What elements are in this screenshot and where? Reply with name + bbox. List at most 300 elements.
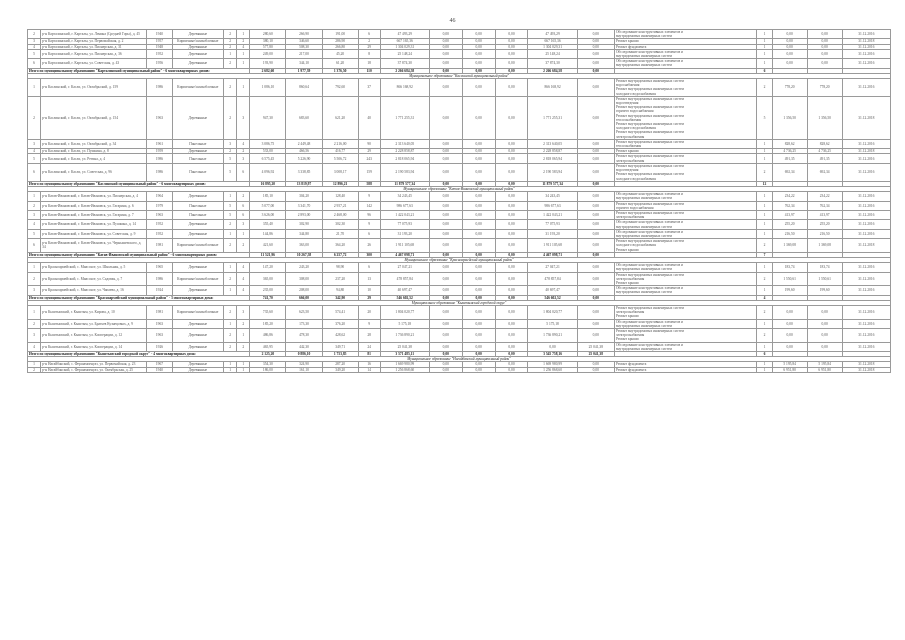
fund-1: 0,00 <box>429 319 462 328</box>
wall-material: Деревянные <box>172 263 223 272</box>
work-type-line: Ремонт внутридомовых инженерных систем <box>615 130 684 135</box>
fund-3: 0,00 <box>495 30 528 39</box>
work-type-line: Обследование конструктивных элементов и <box>615 286 683 291</box>
area-premises: 2 893,00 <box>286 210 322 219</box>
residents: 16 <box>358 362 380 367</box>
residents: 6 <box>358 263 380 272</box>
unit-cost-1: 0,00 <box>772 49 807 58</box>
total-area: 735,60 <box>250 305 286 319</box>
area-residential: 21,70 <box>322 229 358 238</box>
row-number: 2 <box>28 30 41 39</box>
building-address: р-н Каслинский, г. Касли, ул. Ретина, д. 4 <box>41 154 147 163</box>
floors: 1 <box>224 229 237 238</box>
row-number: 1 <box>28 362 41 367</box>
completion-date: 31.12.2018 <box>842 362 890 367</box>
area-premises: 5 226,90 <box>286 154 322 163</box>
residents: 37 <box>358 79 380 97</box>
floors: 1 <box>224 362 237 367</box>
work-type-line: внутридомовых инженерных систем <box>615 267 672 272</box>
entrances: 3 <box>237 305 250 319</box>
section-title: Муниципальное образование "Катав-Ивановский муниципальный район" <box>28 186 891 191</box>
entrances: 3 <box>237 154 250 163</box>
fund-4: 25 148,24 <box>528 49 577 58</box>
work-types <box>614 192 756 201</box>
year-built: 1986 <box>147 272 172 286</box>
table-row <box>28 154 891 163</box>
building-address: р-н Кыштымский, г. Кыштым, ул. Братьев Кузнецовых, д. 9 <box>41 319 147 328</box>
total-area-residential: 1 376,50 <box>322 68 358 73</box>
entrances: 1 <box>237 229 250 238</box>
area-residential: 266,80 <box>322 44 358 49</box>
work-types <box>614 210 756 219</box>
total-area-residential: 1 753,85 <box>322 352 358 357</box>
table-row <box>28 305 891 319</box>
work-type-line: внутридомовых инженерных систем <box>615 233 672 238</box>
area-residential: 286,90 <box>322 39 358 44</box>
fund-5: 0,00 <box>577 319 614 328</box>
year-built: 1963 <box>147 210 172 219</box>
entrances: 2 <box>237 239 250 253</box>
repair-cost: 1 422 043,21 <box>380 210 429 219</box>
fund-5: 0,00 <box>577 44 614 49</box>
area-residential: 349,20 <box>322 367 358 372</box>
work-count: 1 <box>757 149 772 154</box>
work-type-line: горячего водоснабжения <box>615 109 654 114</box>
year-built: 1981 <box>147 305 172 319</box>
year-built: 1981 <box>147 239 172 253</box>
fund-5: 0,00 <box>577 201 614 210</box>
unit-cost-2: 778,20 <box>807 79 842 97</box>
work-count: 1 <box>757 30 772 39</box>
fund-4: 1 669 980,99 <box>528 362 577 367</box>
residents: 9 <box>358 319 380 328</box>
work-types <box>614 201 756 210</box>
total-fund-3: 0,00 <box>495 252 528 257</box>
subtotal-label: Итого по муниципальному образованию "Каслинский муниципальный район" - 6 многоквартирных домов: <box>28 181 250 186</box>
row-number: 4 <box>28 149 41 154</box>
residents: 40 <box>358 96 380 139</box>
building-address: р-н Катав-Ивановский, г. Катав-Ивановск, ул. Гагарина, д. 7 <box>41 210 147 219</box>
fund-3: 0,00 <box>495 263 528 272</box>
fund-5: 0,00 <box>577 229 614 238</box>
work-count: 2 <box>757 305 772 319</box>
work-type-line: холодного водоснабжения <box>615 176 656 181</box>
repair-cost: 2 313 640,05 <box>380 139 429 148</box>
row-number: 4 <box>28 44 41 49</box>
table-row <box>28 329 891 343</box>
entrances: 4 <box>237 272 250 286</box>
area-premises: 2 449,48 <box>286 139 322 148</box>
total-fund-1: 0,00 <box>429 352 462 357</box>
year-built: 1961 <box>147 139 172 148</box>
entrances: 2 <box>237 342 250 351</box>
building-address: р-н Нагайбакский, с. Фершампенуаз, ул. Первомайская, д. 23 <box>41 362 147 367</box>
fund-2: 0,00 <box>462 30 495 39</box>
fund-3: 0,00 <box>495 305 528 319</box>
work-type-line: холодного водоснабжения <box>615 126 656 131</box>
unit-cost-1: 1 356,50 <box>772 96 807 139</box>
total-area-premises: 0 886,10 <box>286 352 322 357</box>
work-count: 1 <box>757 362 772 367</box>
work-type-line: Ремонт внутридомовых инженерных систем <box>615 305 684 310</box>
unit-cost-2: 0,00 <box>807 305 842 319</box>
unit-cost-1: 413,97 <box>772 210 807 219</box>
unit-cost-2: 828,62 <box>807 139 842 148</box>
fund-5: 0,00 <box>577 149 614 154</box>
total-fund-5: 0,00 <box>577 252 614 257</box>
total-fund-1: 0,00 <box>429 252 462 257</box>
year-built: 1926 <box>147 342 172 351</box>
repair-cost: 2 818 065,94 <box>380 154 429 163</box>
repair-cost: 667 165,36 <box>380 39 429 44</box>
fund-3: 0,00 <box>495 329 528 343</box>
area-premises: 344,80 <box>286 229 322 238</box>
unit-cost-1: 4 736,25 <box>772 149 807 154</box>
total-area: 947,30 <box>250 96 286 139</box>
total-area: 355,40 <box>250 220 286 229</box>
fund-3: 0,00 <box>495 272 528 286</box>
work-type-line: Обследование конструктивных элементов и <box>615 263 683 268</box>
repair-cost: 1 736 890,21 <box>380 329 429 343</box>
subtotal-label: Итого по муниципальному образованию "Катав-Ивановский муниципальный район" - 6 многоквартирных домов: <box>28 252 250 257</box>
fund-1: 0,00 <box>429 362 462 367</box>
fund-5: 25 041,38 <box>577 342 614 351</box>
section-title: Муниципальное образование "Нагайбакский муниципальный район" <box>28 357 891 362</box>
section-title: Муниципальное образование "Каслинский муниципальный район" <box>28 73 891 78</box>
unit-cost-1: 6 951,80 <box>772 367 807 372</box>
area-residential: 364,20 <box>322 239 358 253</box>
residents: 9 <box>358 192 380 201</box>
residents: 8 <box>358 49 380 58</box>
fund-1: 0,00 <box>429 192 462 201</box>
total-area: 235,00 <box>250 286 286 295</box>
fund-1: 0,00 <box>429 59 462 68</box>
building-address: р-н Катав-Ивановский, г. Катав-Ивановск, ул. Советская, д. 9 <box>41 229 147 238</box>
table-row <box>28 342 891 351</box>
total-area: 185,20 <box>250 319 286 328</box>
total-fund-5: 0,00 <box>577 68 614 73</box>
fund-1: 0,00 <box>429 154 462 163</box>
work-count: 1 <box>757 229 772 238</box>
work-type-line: Обследование конструктивных элементов и <box>615 192 683 197</box>
work-type-line: теплоснабжения <box>615 117 642 122</box>
fund-1: 0,00 <box>429 79 462 97</box>
fund-5: 0,00 <box>577 220 614 229</box>
fund-4: 77 075,93 <box>528 220 577 229</box>
total-fund-2: 0,00 <box>462 295 495 300</box>
fund-2: 0,00 <box>462 149 495 154</box>
completion-date: 31.12.2016 <box>842 154 890 163</box>
completion-date: 31.12.2016 <box>842 329 890 343</box>
floors: 2 <box>224 149 237 154</box>
entrances: 3 <box>237 220 250 229</box>
work-type-line: Ремонт внутридомовых инженерных систем <box>615 139 684 144</box>
fund-2: 0,00 <box>462 192 495 201</box>
entrances: 2 <box>237 149 250 154</box>
table-row <box>28 367 891 372</box>
table-row <box>28 220 891 229</box>
fund-4: 37 874,30 <box>528 59 577 68</box>
fund-1: 0,00 <box>429 229 462 238</box>
total-area-residential: 342,90 <box>322 295 358 300</box>
floors: 2 <box>224 220 237 229</box>
unit-cost-1: 692,34 <box>772 163 807 181</box>
total-area: 193,90 <box>250 59 286 68</box>
unit-cost-2: 199,60 <box>807 286 842 295</box>
housing-repair-table <box>27 29 891 373</box>
fund-2: 0,00 <box>462 319 495 328</box>
fund-2: 0,00 <box>462 79 495 97</box>
fund-5: 0,00 <box>577 272 614 286</box>
fund-4: 2 228 858,87 <box>528 149 577 154</box>
floors: 5 <box>224 163 237 181</box>
floors: 2 <box>224 329 237 343</box>
year-built: 1964 <box>147 192 172 201</box>
fund-2: 0,00 <box>462 154 495 163</box>
entrances: 1 <box>237 79 250 97</box>
total-area: 3 626,00 <box>250 210 286 219</box>
fund-1: 0,00 <box>429 30 462 39</box>
fund-3: 0,00 <box>495 342 528 351</box>
area-premises: 3 338,85 <box>286 163 322 181</box>
work-type-line: Ремонт крыши <box>615 149 639 154</box>
row-number: 6 <box>28 163 41 181</box>
fund-4: 1 256 868,60 <box>528 367 577 372</box>
fund-5: 0,00 <box>577 362 614 367</box>
fund-3: 0,00 <box>495 59 528 68</box>
fund-1: 0,00 <box>429 201 462 210</box>
fund-4: 866 168,92 <box>528 79 577 97</box>
total-fund-2: 0,00 <box>462 252 495 257</box>
repair-cost: 478 857,84 <box>380 272 429 286</box>
total-residents: 300 <box>358 252 380 257</box>
repair-cost: 1 911 105,68 <box>380 239 429 253</box>
fund-1: 0,00 <box>429 149 462 154</box>
unit-cost-1: 0,00 <box>772 319 807 328</box>
building-address: р-н Карталинский, г. Карталы, ул. Пионерская, д. 36 <box>41 49 147 58</box>
total-residents: 81 <box>358 352 380 357</box>
fund-5: 0,00 <box>577 305 614 319</box>
total-fund-1: 0,00 <box>429 181 462 186</box>
fund-4: 2 818 065,94 <box>528 154 577 163</box>
work-type-line: электроснабжения <box>615 215 645 220</box>
entrances: 3 <box>237 96 250 139</box>
area-premises: 304,20 <box>286 192 322 201</box>
total-area: 249,00 <box>250 49 286 58</box>
total-area: 3 086,75 <box>250 139 286 148</box>
unit-cost-1: 491,35 <box>772 154 807 163</box>
total-area: 741,70 <box>250 295 286 300</box>
work-type-line: Ремонт внутридомовых инженерных систем <box>615 105 684 110</box>
fund-4: 1 771 255,31 <box>528 96 577 139</box>
fund-5: 0,00 <box>577 367 614 372</box>
floors: 2 <box>224 239 237 253</box>
work-count: 1 <box>757 39 772 44</box>
repair-cost: 27 047,21 <box>380 263 429 272</box>
section-title: Муниципальное образование "Красноармейский муниципальный район" <box>28 257 891 262</box>
row-number: 3 <box>28 139 41 148</box>
work-type-line: электроснабжения <box>615 333 645 338</box>
work-count: 1 <box>757 263 772 272</box>
building-address: р-н Каслинский, г. Касли, ул. Октябрьский, д. 154 <box>41 96 147 139</box>
total-area: 2 125,20 <box>250 352 286 357</box>
work-type-line: Ремонт внутридомовых инженерных систем <box>615 272 684 277</box>
work-count: 1 <box>757 44 772 49</box>
fund-2: 0,00 <box>462 139 495 148</box>
unit-cost-2: 183,74 <box>807 263 842 272</box>
building-address: р-н Катав-Ивановский, г. Катав-Ивановск, ул. Гагарина, д. 6 <box>41 201 147 210</box>
wall-material: Деревянные <box>172 44 223 49</box>
row-number: 3 <box>28 329 41 343</box>
area-premises: 173,30 <box>286 319 322 328</box>
fund-3: 0,00 <box>495 367 528 372</box>
entrances: 6 <box>237 210 250 219</box>
fund-3: 0,00 <box>495 210 528 219</box>
entrances: 1 <box>237 59 250 68</box>
total-residents: 588 <box>358 181 380 186</box>
repair-cost: 25 148,24 <box>380 49 429 58</box>
area-residential: 621,20 <box>322 96 358 139</box>
building-address: р-н Карталинский, г. Карталы, ул. Ленина (Средней Горы), д. 45 <box>41 30 147 39</box>
repair-cost: 25 041,38 <box>380 342 429 351</box>
fund-5: 0,00 <box>577 79 614 97</box>
area-residential: 2 957,21 <box>322 201 358 210</box>
unit-cost-2: 0,00 <box>807 319 842 328</box>
floors: 5 <box>224 201 237 210</box>
wall-material: Деревянные <box>172 30 223 39</box>
fund-2: 0,00 <box>462 49 495 58</box>
area-residential: 376,20 <box>322 319 358 328</box>
fund-3: 0,00 <box>495 239 528 253</box>
floors: 3 <box>224 139 237 148</box>
work-types <box>614 263 756 272</box>
repair-cost: 37 874,30 <box>380 59 429 68</box>
row-number: 1 <box>28 192 41 201</box>
area-residential: 287,20 <box>322 362 358 367</box>
row-number: 4 <box>28 342 41 351</box>
fund-2: 0,00 <box>462 362 495 367</box>
work-types <box>614 79 756 97</box>
unit-cost-2: 1 369,08 <box>807 239 842 253</box>
residents: 96 <box>358 210 380 219</box>
total-fund-4: 4 467 098,71 <box>528 252 577 257</box>
area-premises: 442,30 <box>286 342 322 351</box>
table-row <box>28 201 891 210</box>
fund-5: 0,00 <box>577 163 614 181</box>
table-row <box>28 319 891 328</box>
area-premises: 346,60 <box>286 39 322 44</box>
total-cost: 4 467 098,71 <box>380 252 429 257</box>
fund-5: 0,00 <box>577 30 614 39</box>
fund-4: 34 243,45 <box>528 192 577 201</box>
unit-cost-2: 255,20 <box>807 220 842 229</box>
unit-cost-1: 1 369,08 <box>772 239 807 253</box>
work-type-line: Ремонт крыши <box>615 247 639 252</box>
table-row <box>28 239 891 253</box>
area-premises: 266,90 <box>286 30 322 39</box>
area-residential: 98,90 <box>322 263 358 272</box>
work-type-line: водоотведения <box>615 168 639 173</box>
floors: 1 <box>224 319 237 328</box>
fund-4: 1 911 105,68 <box>528 239 577 253</box>
fund-1: 0,00 <box>429 286 462 295</box>
floors: 1 <box>224 367 237 372</box>
building-address: р-н Карталинский, г. Карталы, ул. Пионерская, д. 31 <box>41 44 147 49</box>
unit-cost-1: 0,00 <box>772 30 807 39</box>
building-address: р-н Катав-Ивановский, г. Катав-Ивановск, ул. Пушкина, д. 14 <box>41 220 147 229</box>
work-type-line: внутридомовых инженерных систем <box>615 224 672 229</box>
table-row <box>28 49 891 58</box>
unit-cost-1: 1 550,61 <box>772 272 807 286</box>
unit-cost-2: 234,22 <box>807 192 842 201</box>
entrances: 1 <box>237 30 250 39</box>
row-number: 2 <box>28 96 41 139</box>
total-fund-1: 0,00 <box>429 295 462 300</box>
year-built: 1952 <box>147 49 172 58</box>
year-built: 1986 <box>147 79 172 97</box>
work-type-line: Ремонт внутридомовых инженерных систем <box>615 239 684 244</box>
wall-material: Деревянные <box>172 49 223 58</box>
fund-5: 0,00 <box>577 154 614 163</box>
floors: 2 <box>224 59 237 68</box>
fund-3: 0,00 <box>495 79 528 97</box>
work-type-line: Ремонт фундамента <box>615 44 647 49</box>
work-count: 1 <box>757 286 772 295</box>
total-area: 465,95 <box>250 342 286 351</box>
fund-4: 47 493,29 <box>528 30 577 39</box>
total-area: 365,00 <box>250 272 286 286</box>
fund-2: 0,00 <box>462 44 495 49</box>
fund-3: 0,00 <box>495 44 528 49</box>
completion-date: 31.12.2016 <box>842 220 890 229</box>
work-type-line: Ремонт крыши <box>615 39 639 44</box>
fund-2: 0,00 <box>462 305 495 319</box>
floors: 1 <box>224 263 237 272</box>
fund-2: 0,00 <box>462 59 495 68</box>
unit-cost-1: 234,22 <box>772 192 807 201</box>
unit-cost-2: 491,35 <box>807 154 842 163</box>
area-residential: 128,40 <box>322 192 358 201</box>
unit-cost-2: 762,34 <box>807 201 842 210</box>
total-cost: 546 602,52 <box>380 295 429 300</box>
residents: 28 <box>358 329 380 343</box>
repair-cost: 34 243,45 <box>380 192 429 201</box>
completion-date: 31.12.2016 <box>842 305 890 319</box>
row-number: 4 <box>28 220 41 229</box>
year-built: 1965 <box>147 263 172 272</box>
unit-cost-2: 0,00 <box>807 59 842 68</box>
area-residential: 792,60 <box>322 79 358 97</box>
work-type-line: Ремонт внутридомовых инженерных систем <box>615 87 684 92</box>
completion-date: 31.12.2016 <box>842 49 890 58</box>
fund-5: 0,00 <box>577 49 614 58</box>
wall-material: Деревянные <box>172 220 223 229</box>
total-fund-4: 11 879 577,34 <box>528 181 577 186</box>
fund-1: 0,00 <box>429 239 462 253</box>
work-type-line: внутридомовых инженерных систем <box>615 196 672 201</box>
floors: 5 <box>224 210 237 219</box>
table-row <box>28 263 891 272</box>
unit-cost-2: 0,00 <box>807 44 842 49</box>
fund-3: 0,00 <box>495 319 528 328</box>
total-area: 4 096,92 <box>250 163 286 181</box>
unit-cost-1: 0,00 <box>772 342 807 351</box>
residents: 90 <box>358 139 380 148</box>
fund-4: 986 677,63 <box>528 201 577 210</box>
wall-material: Кирпичные/шлакоблочные <box>172 239 223 253</box>
completion-date: 31.12.2016 <box>842 44 890 49</box>
completion-date: 31.12.2016 <box>842 342 890 351</box>
